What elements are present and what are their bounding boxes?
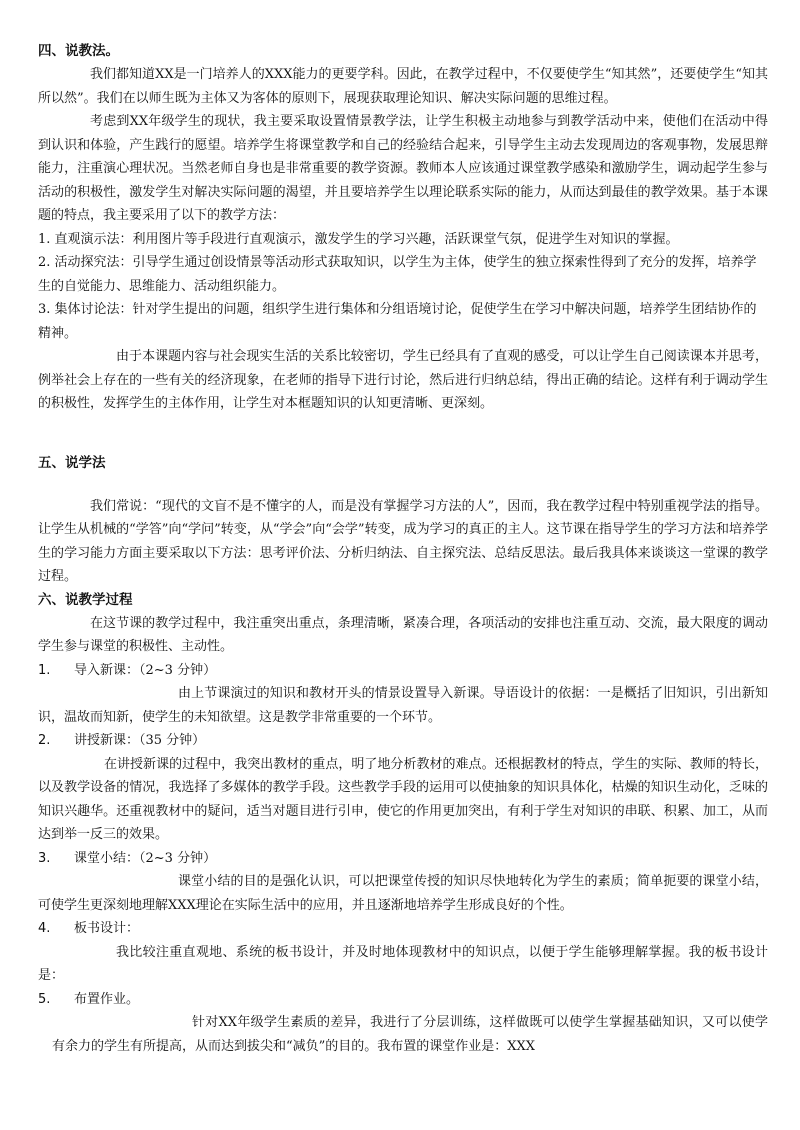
step-body-1: 由上节课演过的知识和教材开头的情景设置导入新课。导语设计的依据：一是概括了旧知识，引出新知识，温故而知新，使学生的未知欲望。这是教学非常重要的一个环节。	[38, 686, 768, 725]
paragraph: 我们都知道XX是一门培养人的XXX能力的更要学科。因此，在教学过程中，不仅要使学生“知其然”，还要使学生“知其所以然”。我们在以师生既为主体又为客体的原则下，展现获取理论知识、解决实际问题的思维过程。	[38, 67, 768, 106]
step-body-5: 针对XX年级学生素质的差异，我进行了分层训练，这样做既可以使学生掌握基础知识，又可以使学有余力的学生有所提高，从而达到拔尖和“减负”的目的。我布置的课堂作业是：XXX	[52, 1015, 768, 1054]
step-title-1: 1. 导入新课：（2~3 分钟）	[38, 662, 217, 678]
paragraph: 考虑到XX年级学生的现状，我主要采取设置情景教学法，让学生积极主动地参与到教学活动中来，使他们在活动中得到认识和体验，产生践行的愿望。培养学生将课堂教学和自己的经验结合起来，引导学生主动去发现周边的客观事物，发展思辩能力，注重演心理状况。当然老师自身也是非常重要的教学资源。教师本人应该通过课堂教学感染和激励学生，调动起学生参与活动的积极性，激发学生对解决实际问题的渴望，并且要培养学生以理论联系实际的能力，从而达到最佳的教学效果。基于本课题的特点，我主要采用了以下的教学方法：	[38, 114, 768, 223]
step-body-2: 在讲授新课的过程中，我突出教材的重点，明了地分析教材的难点。还根据教材的特点，学生的实际、教师的特长，以及教学设备的情况，我选择了多媒体的教学手段。这些教学手段的运用可以使抽象的知识具体化，枯燥的知识生动化，乏味的知识兴趣华。还重视教材中的疑问，适当对题目进行引申，使它的作用更加突出，有利于学生对知识的串联、积累、加工，从而达到举一反三的效果。	[38, 756, 768, 842]
method-item-3: 3. 集体讨论法：针对学生提出的问题，组织学生进行集体和分组语境讨论，促使学生在学习中解决问题，培养学生团结协作的精神。	[38, 302, 757, 341]
step-title-2: 2. 讲授新课：（35 分钟）	[38, 733, 206, 748]
section-heading-teaching-process: 六、说教学过程	[38, 591, 133, 608]
step-body-4: 我比较注重直观地、系统的板书设计，并及时地体现教材中的知识点，以便于学生能够理解掌握。我的板书设计是：	[38, 944, 768, 983]
method-item-1: 1. 直观演示法：利用图片等手段进行直观演示，激发学生的学习兴趣，活跃课堂气氛，促进学生对知识的掌握。	[38, 231, 679, 247]
step-body-3: 课堂小结的目的是强化认识，可以把课堂传授的知识尽快地转化为学生的素质；简单扼要的课堂小结，可使学生更深刻地理解XXX理论在实际生活中的应用，并且逐渐地培养学生形成良好的个性。	[38, 874, 768, 913]
step-title-4: 4. 板书设计：	[38, 921, 140, 936]
step-title-3: 3. 课堂小结：（2~3 分钟）	[38, 850, 217, 866]
paragraph: 由于本课题内容与社会现实生活的关系比较密切，学生已经具有了直观的感受，可以让学生自己阅读课本并思考，例举社会上存在的一些有关的经济现象，在老师的指导下进行讨论，然后进行归纳总结，得出正确的结论。这样有利于调动学生的积极性，发挥学生的主体作用，让学生对本框题知识的认知更清晰、更深刻。	[38, 349, 768, 411]
paragraph: 在这节课的教学过程中，我注重突出重点，条理清晰，紧凑合理，各项活动的安排也注重互动、交流，最大限度的调动学生参与课堂的积极性、主动性。	[38, 615, 768, 654]
document-page	[38, 40, 768, 1058]
method-item-2: 2. 活动探究法：引导学生通过创设情景等活动形式获取知识，以学生为主体，使学生的独立探索性得到了充分的发挥，培养学生的自觉能力、思维能力、活动组织能力。	[38, 255, 757, 294]
paragraph: 我们常说：“现代的文盲不是不懂字的人，而是没有掌握学习方法的人”，因而，我在教学过程中特别重视学法的指导。让学生从机械的“学答”向“学问”转变，从“学会”向“会学”转变，成为学习的真正的主人。这节课在指导学生的学习方法和培养学生的学习能力方面主要采取以下方法：思考评价法、分析归纳法、自主探究法、总结反思法。最后我具体来谈谈这一堂课的教学过程。	[38, 498, 768, 584]
section-heading-learning-method: 五、说学法	[38, 454, 106, 471]
step-title-5: 5. 布置作业。	[38, 991, 140, 1007]
section-heading-teaching-method: 四、说教法。	[38, 43, 119, 59]
